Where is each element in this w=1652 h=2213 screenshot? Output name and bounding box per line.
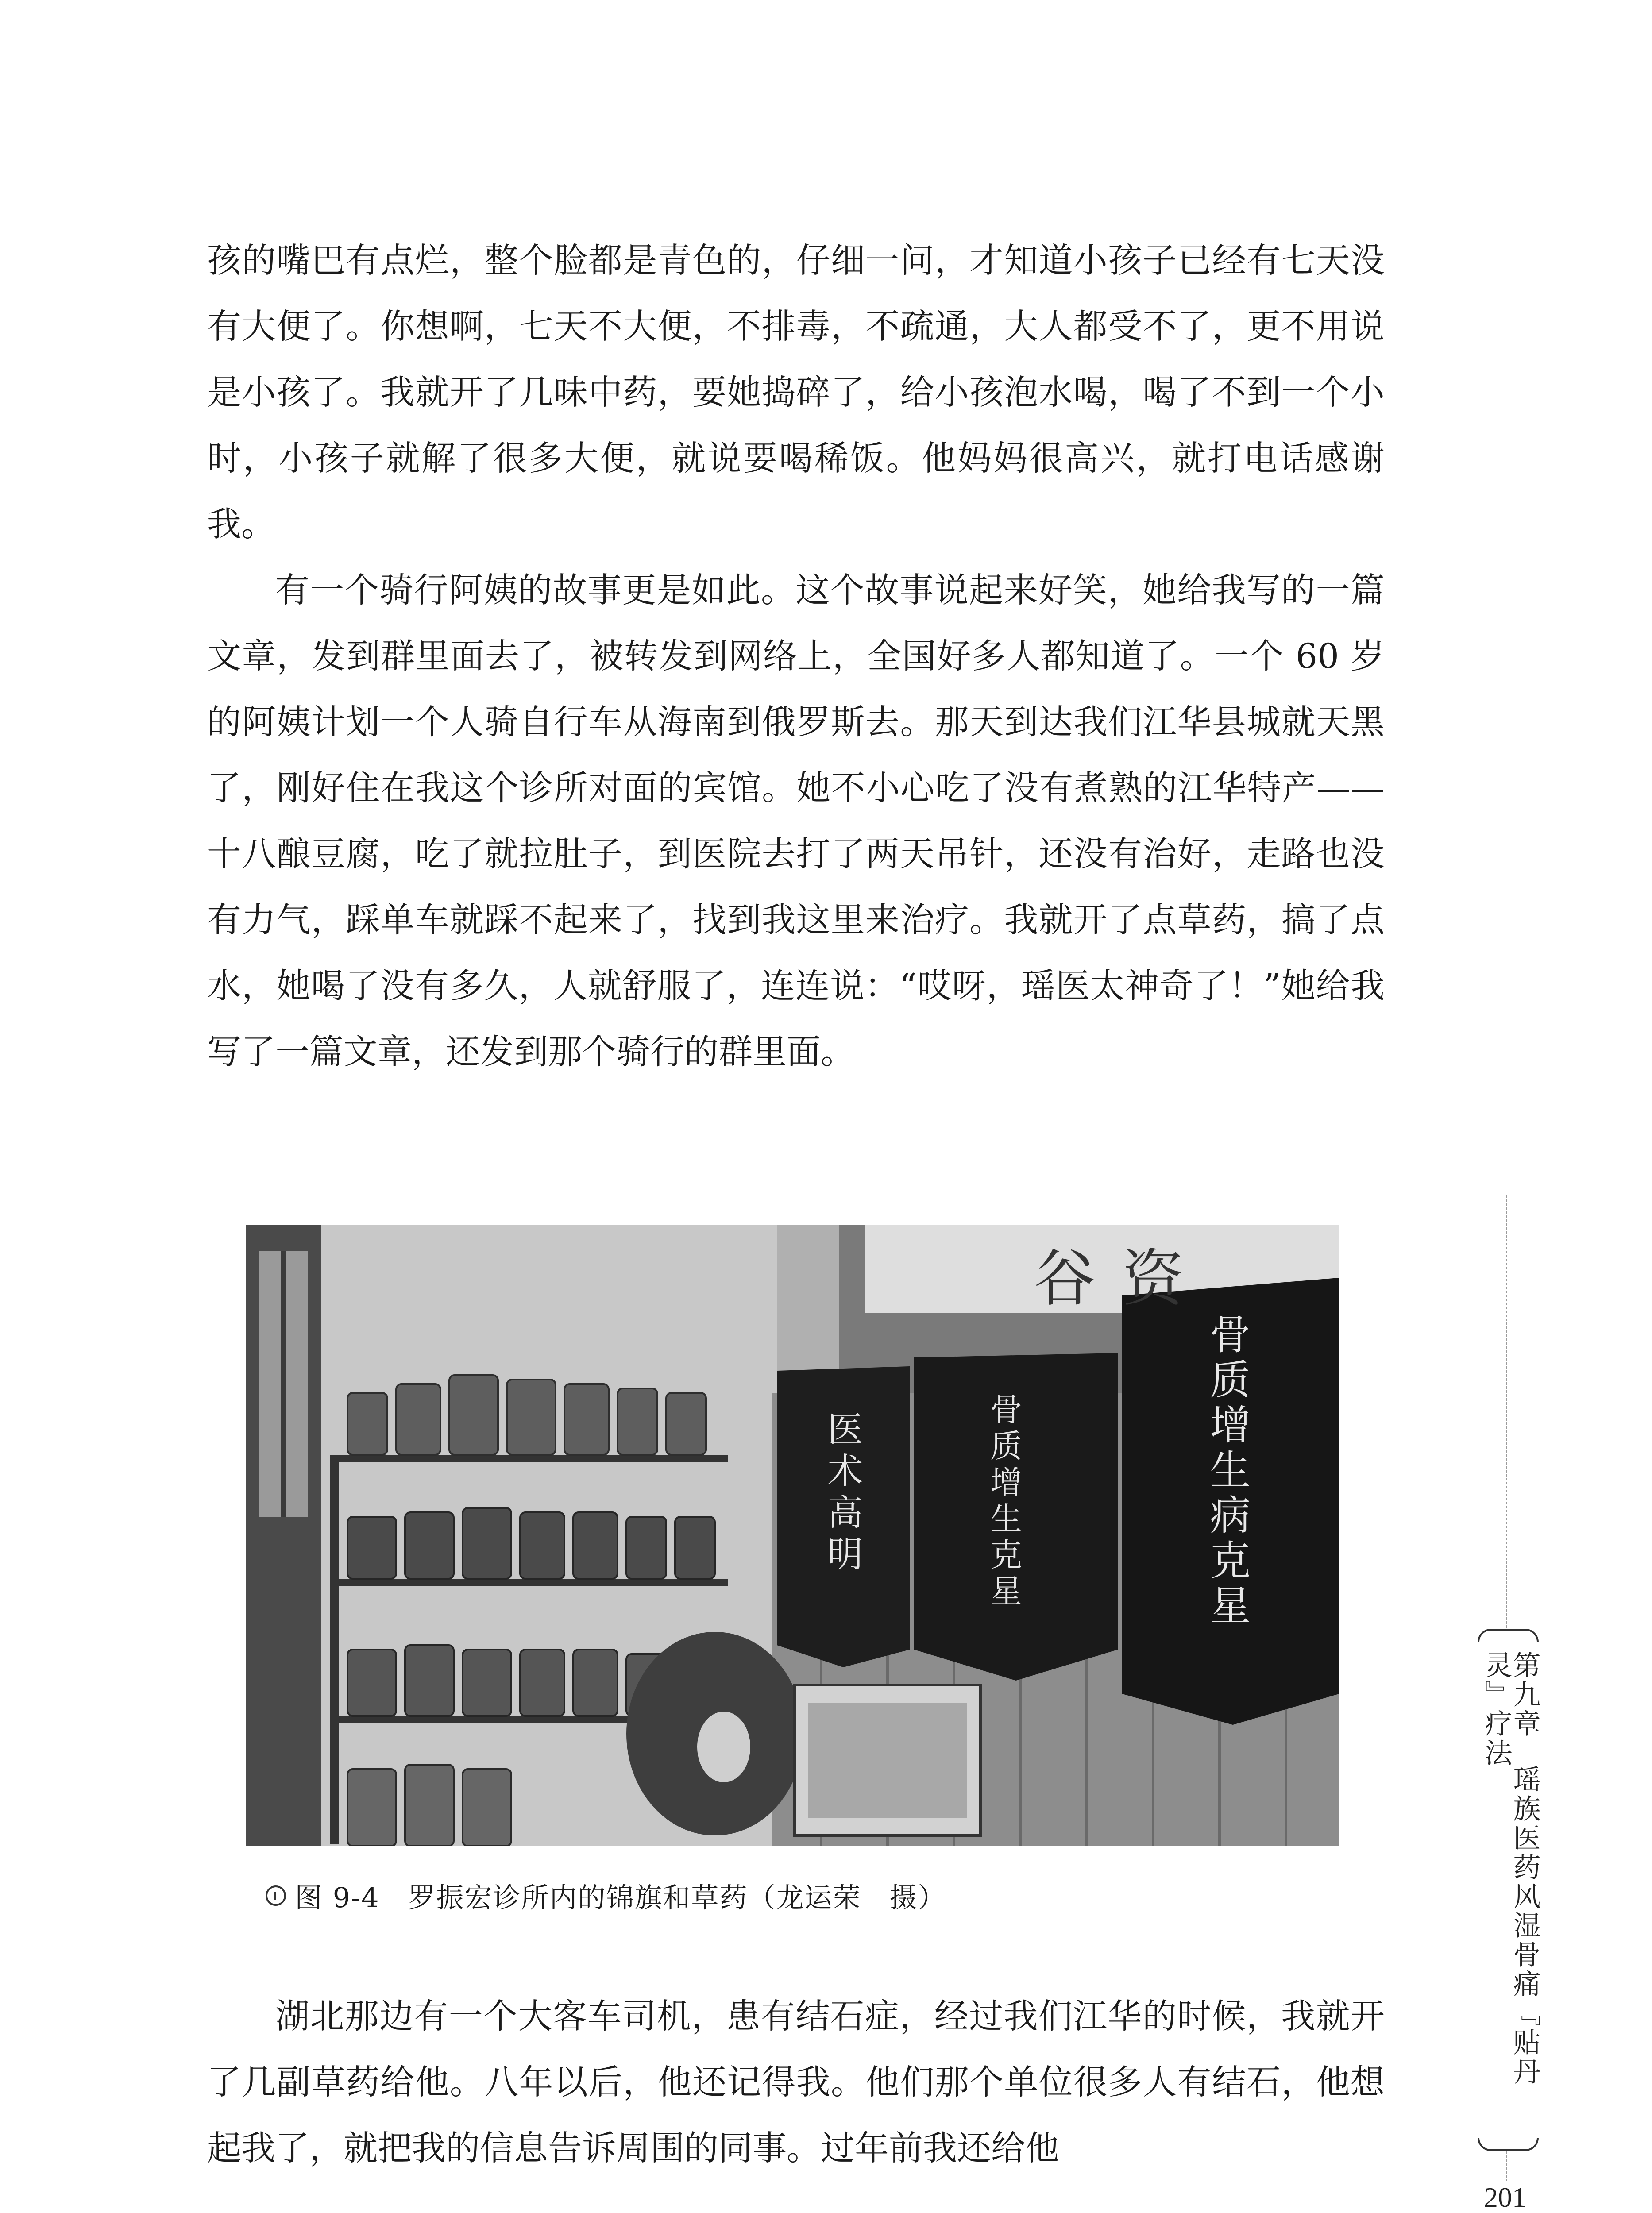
figure-photo: [246, 1225, 1339, 1846]
figure-caption: [266, 1876, 946, 1915]
sign-text: 谷资: [1034, 1243, 1211, 1315]
chapter-number: 第九章: [1509, 1651, 1541, 1739]
banner-text: 骨质增生病克星: [1203, 1313, 1251, 1629]
bracket-bottom-icon: [1478, 2138, 1539, 2151]
body-text-bottom: [207, 1984, 1385, 2182]
chapter-tab: [1469, 1629, 1544, 2151]
paragraph: 有一个骑行阿姨的故事更是如此。这个故事说起来好笑，她给我写的一篇文章，发到群里面去了，被转发到网络上，全国好多人都知道了。一个 60 岁的阿姨计划一个人骑自行车从海南到俄罗斯去。那天到达我们江华县城就天黑了，刚好住在我这个诊所对面的宾馆。她不小心吃了没有煮熟的江华特产——十八酿豆腐，吃了就拉肚子，到医院去打了两天吊针，还没有治好，走路也没有力气，踩单车就踩不起来了，找到我这里来治疗。我就开了点草药，搞了点水，她喝了没有多久，人就舒服了，连连说：“哎呀，瑶医太神奇了！”她给我写了一篇文章，还发到那个骑行的群里面。: [207, 571, 1385, 1072]
paragraph: 湖北那边有一个大客车司机，患有结石症，经过我们江华的时候，我就开了几副草药给他。八年以后，他还记得我。他们那个单位很多人有结石，他想起我了，就把我的信息告诉周围的同事。过年前我还给他: [207, 1997, 1385, 2168]
body-text-top: [207, 228, 1385, 1085]
caption-text: 图 9-4 罗振宏诊所内的锦旗和草药（龙运荣 摄）: [295, 1881, 946, 1914]
page-number: 201: [1474, 2181, 1536, 2213]
chapter-title: 瑶族医药风湿骨痛『贴丹灵』疗法: [1480, 1651, 1541, 2086]
chapter-heading: [1482, 1651, 1539, 2129]
banner-text: 医术高明: [822, 1411, 863, 1577]
paragraph: 孩的嘴巴有点烂，整个脸都是青色的，仔细一问，才知道小孩子已经有七天没有大便了。你想啊，七天不大便，不排毒，不疏通，大人都受不了，更不用说是小孩了。我就开了几味中药，要她捣碎了，给小孩泡水喝，喝了不到一个小时，小孩子就解了很多大便，就说要喝稀饭。他妈妈很高兴，就打电话感谢我。: [207, 241, 1385, 544]
figure-marker-icon: [266, 1885, 286, 1906]
banner-text: 骨质增生克星: [985, 1393, 1022, 1611]
bracket-top-icon: [1478, 1629, 1539, 1642]
